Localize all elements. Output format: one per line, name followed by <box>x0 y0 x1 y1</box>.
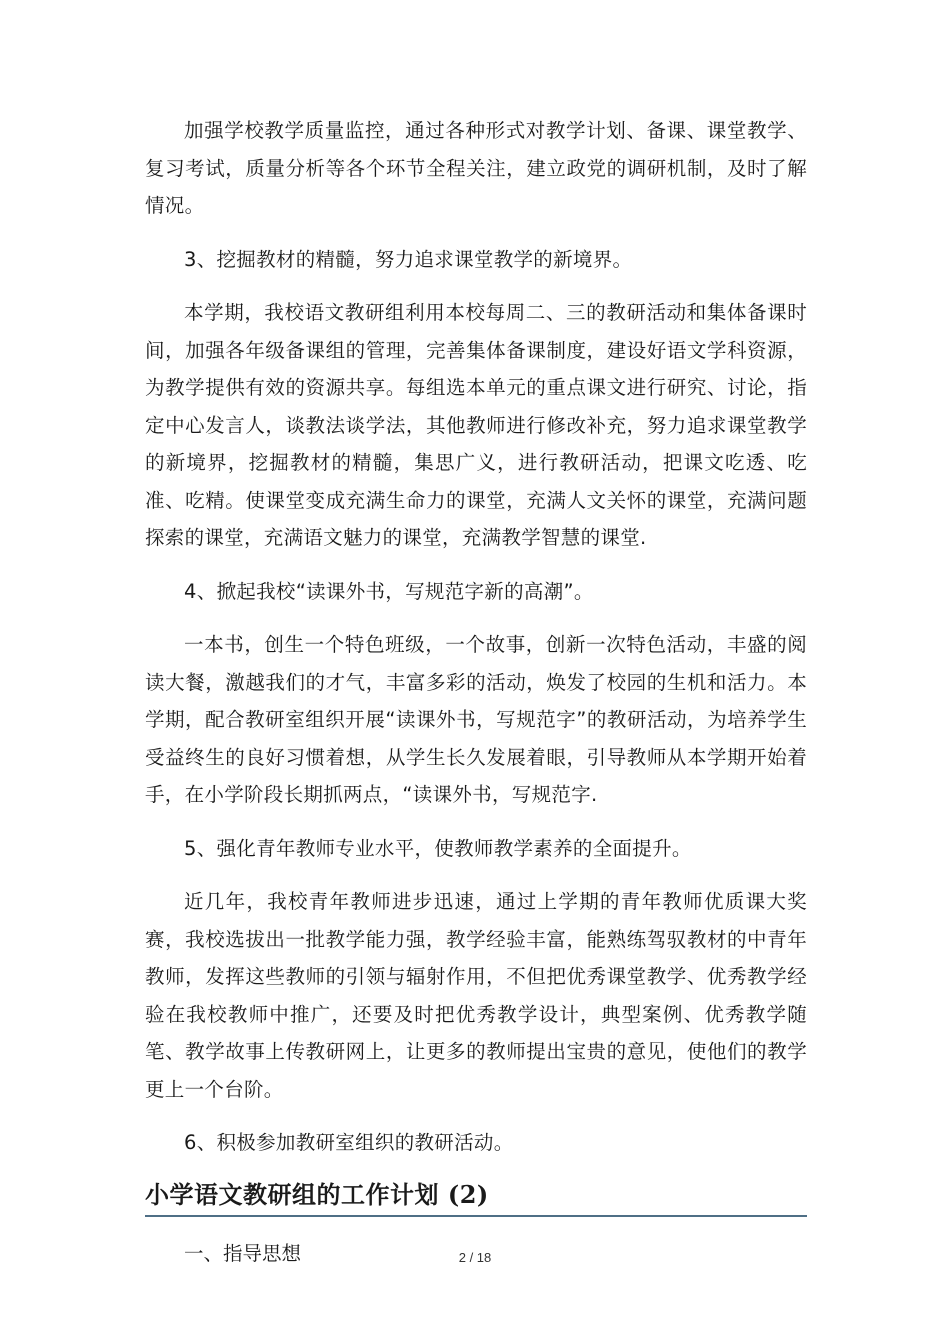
item-5-heading: 5、强化青年教师专业水平，使教师教学素养的全面提升。 <box>184 836 692 860</box>
section-heading: 小学语文教研组的工作计划 (2) <box>145 1178 807 1217</box>
item-4-heading: 4、掀起我校“读课外书，写规范字新的高潮”。 <box>184 579 594 603</box>
item-6-heading: 6、积极参加教研室组织的教研活动。 <box>184 1131 514 1154</box>
item-3-heading: 3、挖掘教材的精髓，努力追求课堂教学的新境界。 <box>184 247 633 271</box>
page-number: 2 / 18 <box>458 1250 492 1265</box>
paragraph-quality-monitoring: 加强学校教学质量监控，通过各种形式对教学计划、备课、课堂教学、复习考试，质量分析等各个环节全程关注，建立政党的调研机制，及时了解情况。 <box>145 119 807 217</box>
paragraph-reading-activities: 一本书，创生一个特色班级，一个故事，创新一次特色活动，丰盛的阅读大餐，激越我们的才气，丰富多彩的活动，焕发了校园的生机和活力。本学期，配合教研室组织开展“读课外书，写规范字”的教研活动，为培养学生受益终生的良好习惯着想，从学生长久发展着眼，引导教师从本学期开始着手，在小学阶段长期抓两点，“读课外书，写规范字. <box>145 633 807 806</box>
document-body <box>145 112 807 1272</box>
paragraph-young-teachers: 近几年，我校青年教师进步迅速，通过上学期的青年教师优质课大奖赛，我校选拔出一批教学能力强，教学经验丰富，能熟练驾驭教材的中青年教师，发挥这些教师的引领与辐射作用，不但把优秀课堂教学、优秀教学经验在我校教师中推广，还要及时把优秀教学设计，典型案例、优秀教学随笔、教学故事上传教研网上，让更多的教师提出宝贵的意见，使他们的教学更上一个台阶。 <box>145 890 807 1101</box>
paragraph-collective-lesson-prep: 本学期，我校语文教研组利用本校每周二、三的教研活动和集体备课时间，加强各年级备课组的管理，完善集体备课制度，建设好语文学科资源，为教学提供有效的资源共享。每组选本单元的重点课文进行研究、讨论，指定中心发言人，谈教法谈学法，其他教师进行修改补充，努力追求课堂教学的新境界，挖掘教材的精髓，集思广义，进行教研活动，把课文吃透、吃准、吃精。使课堂变成充满生命力的课堂，充满人文关怀的课堂，充满问题探索的课堂，充满语文魅力的课堂，充满教学智慧的课堂. <box>145 301 807 549</box>
subheading-guiding-thought: 一、指导思想 <box>184 1241 302 1265</box>
